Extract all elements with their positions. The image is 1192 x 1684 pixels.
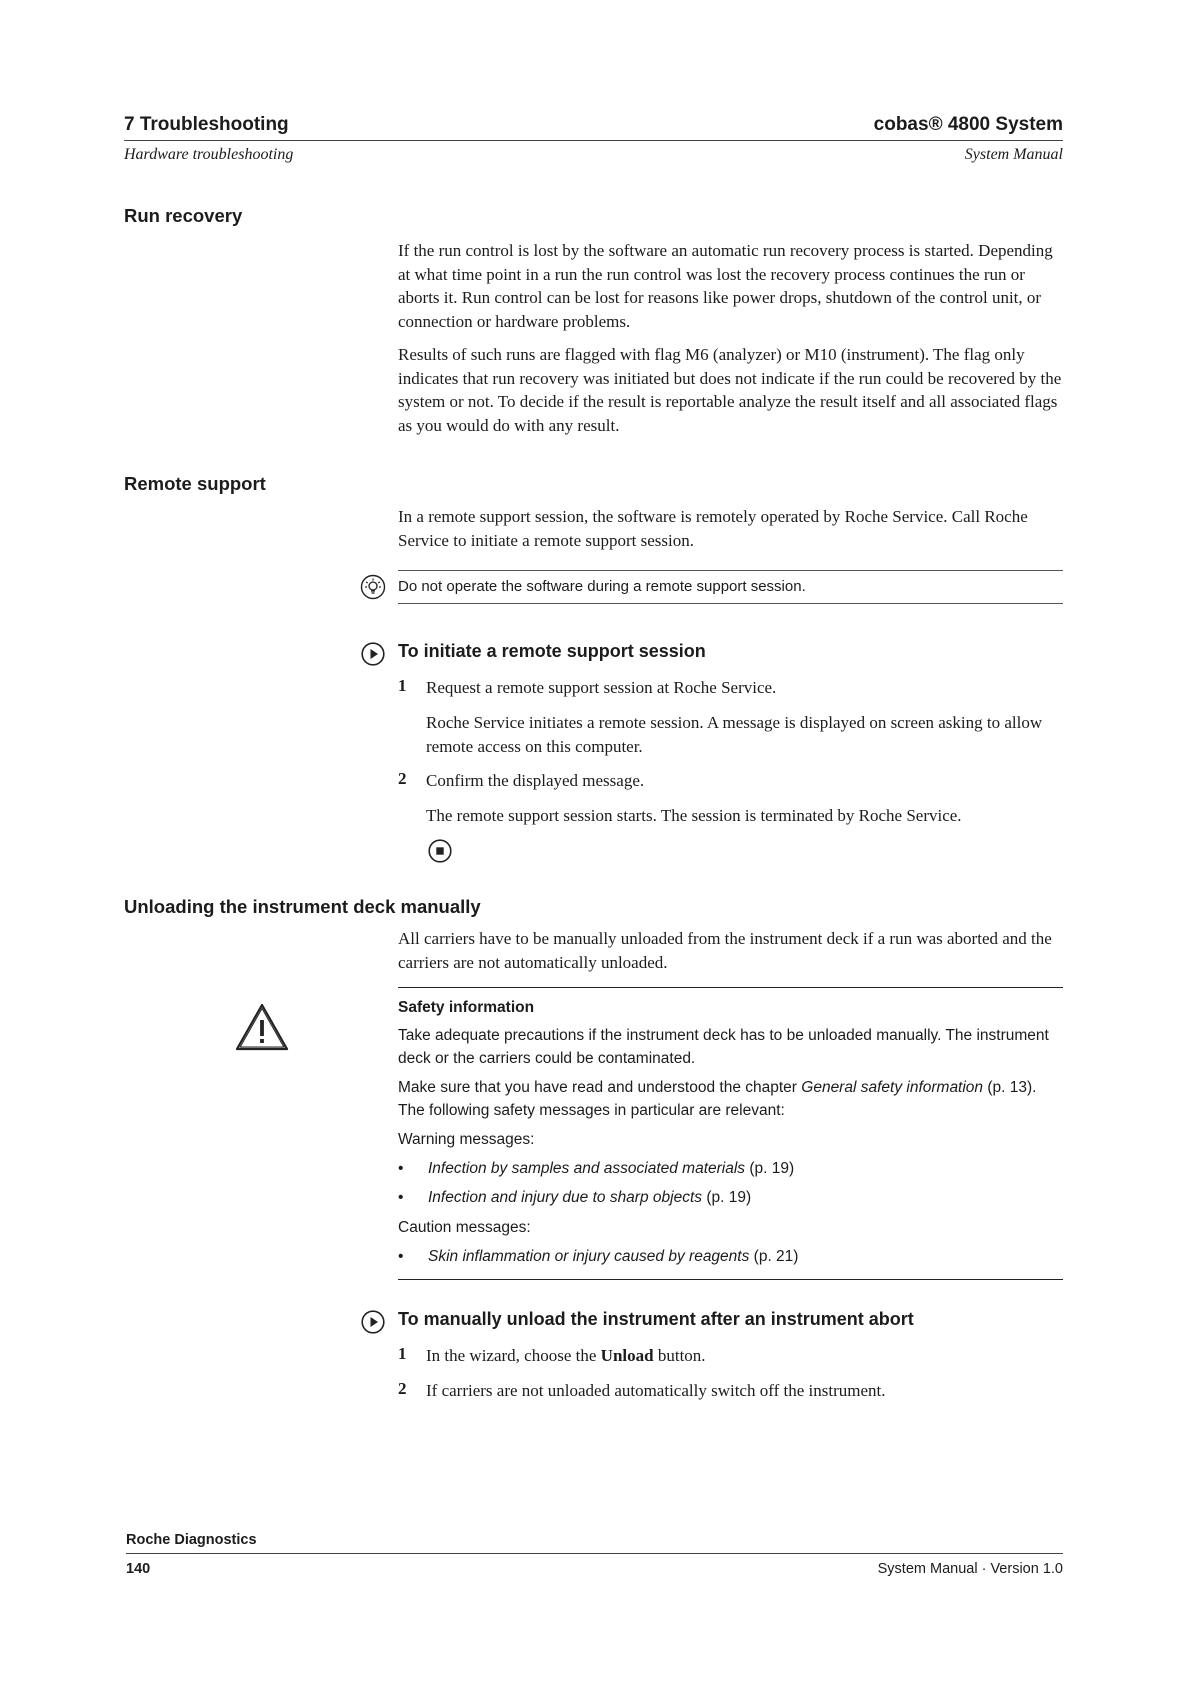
unload-step-text: If carriers are not unloaded automatically switch off the instrument. <box>426 1381 886 1400</box>
warning-item: Infection and injury due to sharp objects (p. 19) <box>428 1189 752 1206</box>
unload-step-text: In the wizard, choose the Unload button. <box>426 1346 706 1365</box>
run-recovery-para-2: Results of such runs are flagged with flag M6 (analyzer) or M10 (instrument). The flag only indicates that run recovery was initiated but does not indicate if the run could be recovered by the system or not. To decide if the result is reportable analyze the result itself and all associated flags as you would do with any result. <box>398 345 1062 435</box>
remote-step-result: The remote support session starts. The session is terminated by Roche Service. <box>426 806 962 825</box>
footer-divider <box>126 1553 1063 1554</box>
remote-support-body <box>398 505 1063 562</box>
tip-lightbulb-icon <box>360 574 386 600</box>
footer-version: System Manual · Version 1.0 <box>877 1561 1063 1577</box>
procedure-end-icon <box>428 839 452 863</box>
section-subtitle: Hardware troubleshooting <box>124 146 294 163</box>
note-box <box>398 570 1063 604</box>
run-recovery-body <box>398 239 1063 447</box>
safety-information-box <box>398 987 1063 1280</box>
chapter-title: 7 Troubleshooting <box>124 114 289 135</box>
remote-step-result: Roche Service initiates a remote session. A message is displayed on screen asking to allow remote access on this computer. <box>426 713 1043 756</box>
procedure-start-icon <box>361 642 385 666</box>
caution-item-link[interactable]: Skin inflammation or injury caused by reagents <box>428 1248 750 1265</box>
remote-step-number: 2 <box>398 769 407 788</box>
warning-item: Infection by samples and associated materials (p. 19) <box>428 1160 795 1177</box>
remote-step-text: Confirm the displayed message. <box>426 771 645 790</box>
remote-step-number: 1 <box>398 676 407 695</box>
warning-item-link[interactable]: Infection and injury due to sharp objects <box>428 1189 703 1206</box>
unload-procedure-title: To manually unload the instrument after an instrument abort <box>398 1309 914 1329</box>
safety-title: Safety information <box>398 999 535 1016</box>
bullet: • <box>398 1160 404 1177</box>
caution-messages-label: Caution messages: <box>398 1219 531 1236</box>
unloading-body <box>398 927 1063 984</box>
safety-text-precautions: Take adequate precautions if the instrument deck has to be unloaded manually. The instrument deck or the carriers could be contaminated. <box>398 1027 1049 1067</box>
warning-messages-label: Warning messages: <box>398 1131 535 1148</box>
product-title: cobas® 4800 System <box>873 114 1063 135</box>
document-type: System Manual <box>964 146 1063 163</box>
safety-chapter-link[interactable]: General safety information <box>801 1079 984 1096</box>
remote-support-para-1: In a remote support session, the software is remotely operated by Roche Service. Call Roche Service to initiate a remote support session. <box>398 507 1028 550</box>
note-text: Do not operate the software during a remote support session. <box>398 578 806 595</box>
remote-procedure-title: To initiate a remote support session <box>398 641 706 661</box>
warning-triangle-icon <box>234 1002 290 1052</box>
remote-step-text: Request a remote support session at Roche Service. <box>426 678 777 697</box>
bullet: • <box>398 1189 404 1206</box>
unload-step-number: 1 <box>398 1344 407 1363</box>
unloading-para-1: All carriers have to be manually unloaded from the instrument deck if a run was aborted and the carriers are not automatically unloaded. <box>398 929 1052 972</box>
unloading-heading: Unloading the instrument deck manually <box>124 896 481 917</box>
header-divider <box>124 140 1063 141</box>
remote-support-heading: Remote support <box>124 473 266 494</box>
footer-company: Roche Diagnostics <box>126 1532 257 1548</box>
unload-button-ref: Unload <box>600 1346 654 1365</box>
bullet: • <box>398 1248 404 1265</box>
procedure-start-icon <box>361 1310 385 1334</box>
caution-item: Skin inflammation or injury caused by reagents (p. 21) <box>428 1248 799 1265</box>
run-recovery-para-1: If the run control is lost by the software an automatic run recovery process is started. Depending at what time point in a run the run control was lost the recovery process continues the run or aborts it. Run control can be lost for reasons like power drops, shutdown of the control unit, or connection or hardware problems. <box>398 241 1053 331</box>
unload-step-number: 2 <box>398 1379 407 1398</box>
page-number: 140 <box>126 1561 151 1577</box>
run-recovery-heading: Run recovery <box>124 205 243 226</box>
warning-item-link[interactable]: Infection by samples and associated materials <box>428 1160 746 1177</box>
safety-text-chapter-ref: Make sure that you have read and understood the chapter General safety information (p. 13). The following safety messages in particular are relevant: <box>398 1079 1037 1119</box>
